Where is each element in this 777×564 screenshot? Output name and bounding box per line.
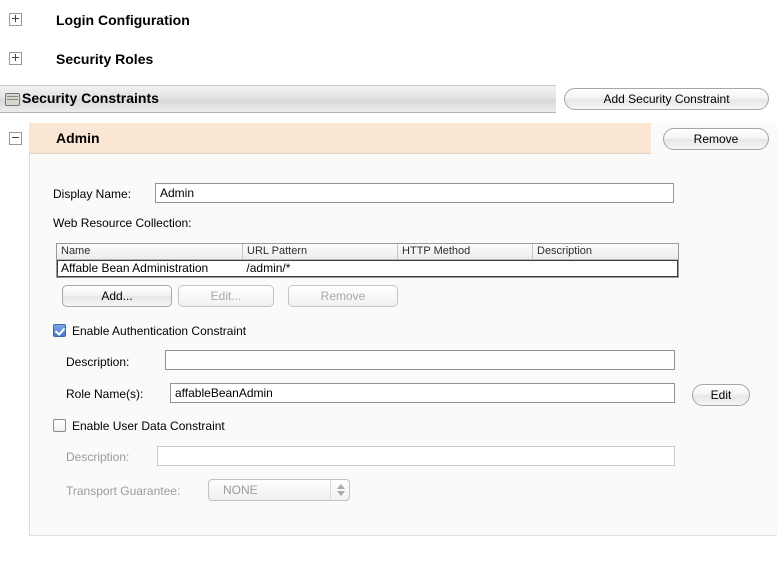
section-login-configuration[interactable] <box>0 0 777 39</box>
add-resource-button[interactable]: Add... <box>62 285 172 307</box>
column-header-http-method[interactable]: HTTP Method <box>398 244 533 259</box>
chevron-down-icon <box>337 491 345 496</box>
display-name-label: Display Name: <box>53 187 132 201</box>
constraint-panel-header <box>29 123 651 154</box>
transport-guarantee-value: NONE <box>223 483 258 497</box>
column-header-name[interactable]: Name <box>57 244 243 259</box>
edit-roles-button[interactable]: Edit <box>692 384 750 406</box>
column-header-url-pattern[interactable]: URL Pattern <box>243 244 398 259</box>
edit-resource-button[interactable]: Edit... <box>178 285 274 307</box>
remove-constraint-button[interactable]: Remove <box>663 128 769 150</box>
panel-bottom-divider <box>29 535 777 536</box>
user-data-description-input[interactable] <box>157 446 675 466</box>
column-header-description[interactable]: Description <box>537 245 593 257</box>
security-constraints-title: Security Constraints <box>22 90 159 106</box>
enable-user-data-constraint-checkbox[interactable] <box>53 419 66 432</box>
auth-description-label: Description: <box>66 355 130 369</box>
chevron-up-icon <box>337 484 345 489</box>
cell-url-pattern: /admin/* <box>246 261 291 275</box>
section-title: Login Configuration <box>56 11 190 28</box>
add-security-constraint-button[interactable]: Add Security Constraint <box>564 88 769 110</box>
user-data-description-label: Description: <box>66 450 130 464</box>
auth-description-input[interactable] <box>165 350 675 370</box>
role-names-label: Role Name(s): <box>66 387 144 401</box>
table-row[interactable] <box>57 260 678 277</box>
web-resource-collection-label: Web Resource Collection: <box>53 216 192 230</box>
web-resource-table[interactable] <box>56 243 679 278</box>
display-name-input[interactable] <box>155 183 674 203</box>
enable-authentication-constraint-label[interactable]: Enable Authentication Constraint <box>72 324 247 338</box>
expander-plus-icon[interactable] <box>9 52 22 65</box>
table-header-row <box>57 244 678 260</box>
section-title: Security Roles <box>56 50 154 67</box>
section-security-roles[interactable] <box>0 39 777 78</box>
stepper-arrows-icon[interactable] <box>330 480 349 500</box>
constraint-name: Admin <box>56 130 100 146</box>
constraint-group-icon <box>5 93 20 106</box>
remove-resource-button[interactable]: Remove <box>288 285 398 307</box>
enable-authentication-constraint-checkbox[interactable] <box>53 324 66 337</box>
cell-description <box>532 261 677 276</box>
transport-guarantee-select[interactable] <box>208 479 350 501</box>
role-names-input[interactable] <box>170 383 675 403</box>
expander-minus-icon[interactable] <box>9 132 22 145</box>
transport-guarantee-label: Transport Guarantee: <box>66 484 181 498</box>
expander-plus-icon[interactable] <box>9 13 22 26</box>
cell-http-method <box>398 261 533 276</box>
cell-name: Affable Bean Administration <box>61 261 209 275</box>
enable-user-data-constraint-label[interactable]: Enable User Data Constraint <box>72 419 225 433</box>
